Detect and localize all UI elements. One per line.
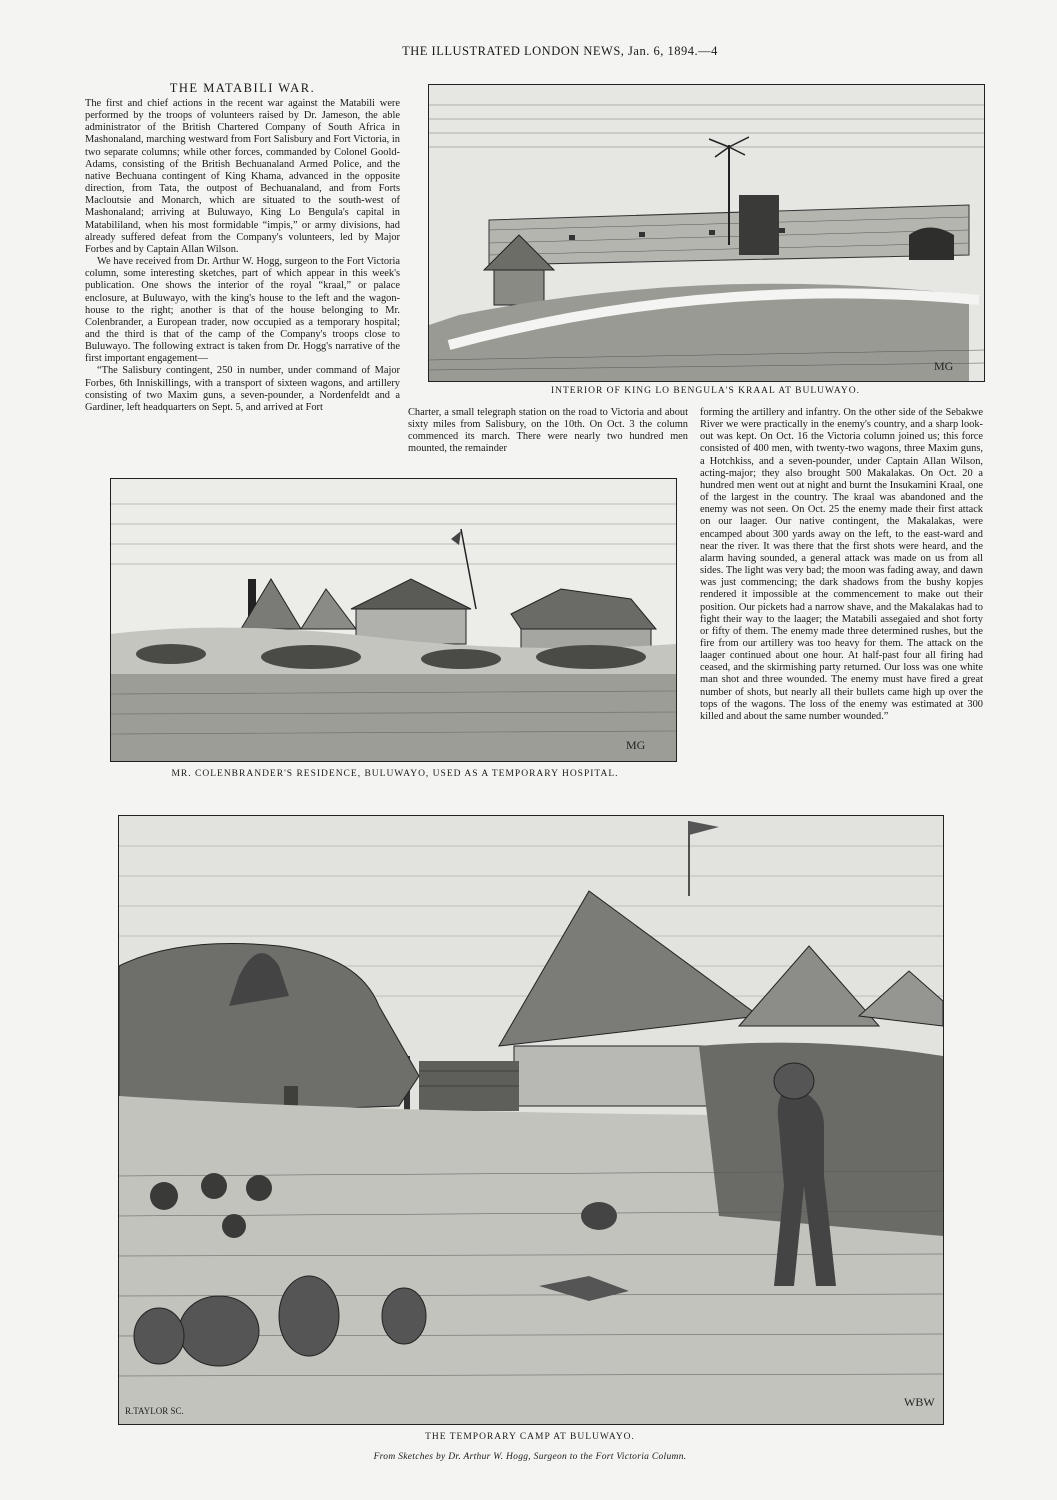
illustration-kraal [428, 84, 985, 382]
article-title: THE MATABILI WAR. [169, 81, 316, 95]
illustration-camp [118, 815, 944, 1425]
illustration-signature: MG [934, 359, 954, 373]
caption-camp: THE TEMPORARY CAMP AT BULUWAYO. [425, 1432, 635, 1442]
article-paragraph: The first and chief actions in the recent war against the Matabili were performed by the troops of volunteers raised by Dr. Jameson, the able administrator of the British Chartered Company of South Africa in Mashonaland, marching westward from Fort Salisbury and Fort Victoria, in two separate columns; while other forces, commanded by Colonel Goold-Adams, consisting of the British Bechuanaland Armed Police, and the native Bechuana contingent of King Khama, advanced in the opposite direction, from Tata, the outpost of Bechuanaland, and from Forts Macloutsie and Monarch, which are situated to the south-west of Mashonaland; arriving at Buluwayo, King Lo Bengula's capital in Matabililand, when his most formidable “impis,” or army divisions, had already suffered defeat from the Company's volunteers, led by Major Forbes and by Captain Allan Wilson. [85, 98, 400, 255]
article-column-3 [700, 407, 983, 767]
illustration-signature-right: WBW [904, 1395, 935, 1409]
article-paragraph: “The Salisbury contingent, 250 in number, under command of Major Forbes, 6th Inniskillings, with a transport of sixteen wagons, and artillery consisting of two Maxim guns, a seven-pounder, a Nordenfeldt and a Gardiner, left headquarters on Sept. 5, and arrived at Fort [85, 365, 400, 413]
article-column-2 [408, 407, 688, 457]
caption-kraal: INTERIOR OF KING LO BENGULA'S KRAAL AT BULUWAYO. [550, 386, 861, 396]
sketch-credit: From Sketches by Dr. Arthur W. Hogg, Surgeon to the Fort Victoria Column. [373, 1452, 687, 1462]
illustration-residence [110, 478, 677, 762]
caption-residence: MR. COLENBRANDER'S RESIDENCE, BULUWAYO, USED AS A TEMPORARY HOSPITAL. [171, 769, 619, 779]
article-paragraph: forming the artillery and infantry. On the other side of the Sebakwe River we were practically in the enemy's country, and a sharp look-out was kept. On Oct. 16 the Victoria column joined us; this force consisted of 400 men, with twenty-two wagons, three Maxim guns, a Hotchkiss, and a seven-pounder, under Captain Allan Wilson, acting-major; they also brought 500 Makalakas. On Oct. 20 a hundred men went out at night and burnt the Insukamini Kraal, one of the largest in the country. The kraal was abandoned and the enemy was not seen. On Oct. 25 the enemy made their first attack on our laager. Our native contingent, the Makalakas, were encamped about 300 yards away on the left, to the east-ward and near the river. It was there that the first shots were heard, and the alarm having sounded, a general attack was made on us from all sides. The light was very bad; the moon was fading away, and dawn was just commencing; the dark shadows from the bushy kopjes rendered it impossible at the commencement to make out their position. Our pickets had a narrow shave, and the Makalakas had to fight their way to the laager; the Matabili assegaied and shot forty or fifty of them. The enemy made three determined rushes, but the fire from our artillery was too heavy for them. The attack on the laager continued about one hour. At half-past four all firing had ceased, and the skirmishing party returned. Our loss was one white man shot and three wounded. The enemy must have fired a great number of shots, but nearly all their bullets came high up over the tops of the wagons. The loss of the enemy was estimated at 300 killed and about the same number wounded.” [700, 407, 983, 722]
illustration-signature-left: R.TAYLOR SC. [125, 1406, 184, 1416]
article-paragraph: We have received from Dr. Arthur W. Hogg, surgeon to the Fort Victoria column, some interesting sketches, part of which appear in this week's publication. One shows the interior of the royal “kraal,” or palace enclosure, at Buluwayo, with the king's house to the left and the wagon-house to the right; another is that of the house belonging to Mr. Colenbrander, a European trader, now occupied as a temporary hospital; and the third is that of the camp of the Company's troops close to Buluwayo. The following extract is taken from Dr. Hogg's narrative of the first important engagement— [85, 256, 400, 365]
illustration-signature: MG [626, 738, 646, 752]
masthead: THE ILLUSTRATED LONDON NEWS, Jan. 6, 1894.—4 [402, 44, 718, 58]
article-paragraph: Charter, a small telegraph station on the road to Victoria and about sixty miles from Salisbury, on the 10th. On Oct. 3 the column commenced its march. There were nearly two hundred men mounted, the remainder [408, 407, 688, 455]
article-column-1 [85, 98, 400, 458]
